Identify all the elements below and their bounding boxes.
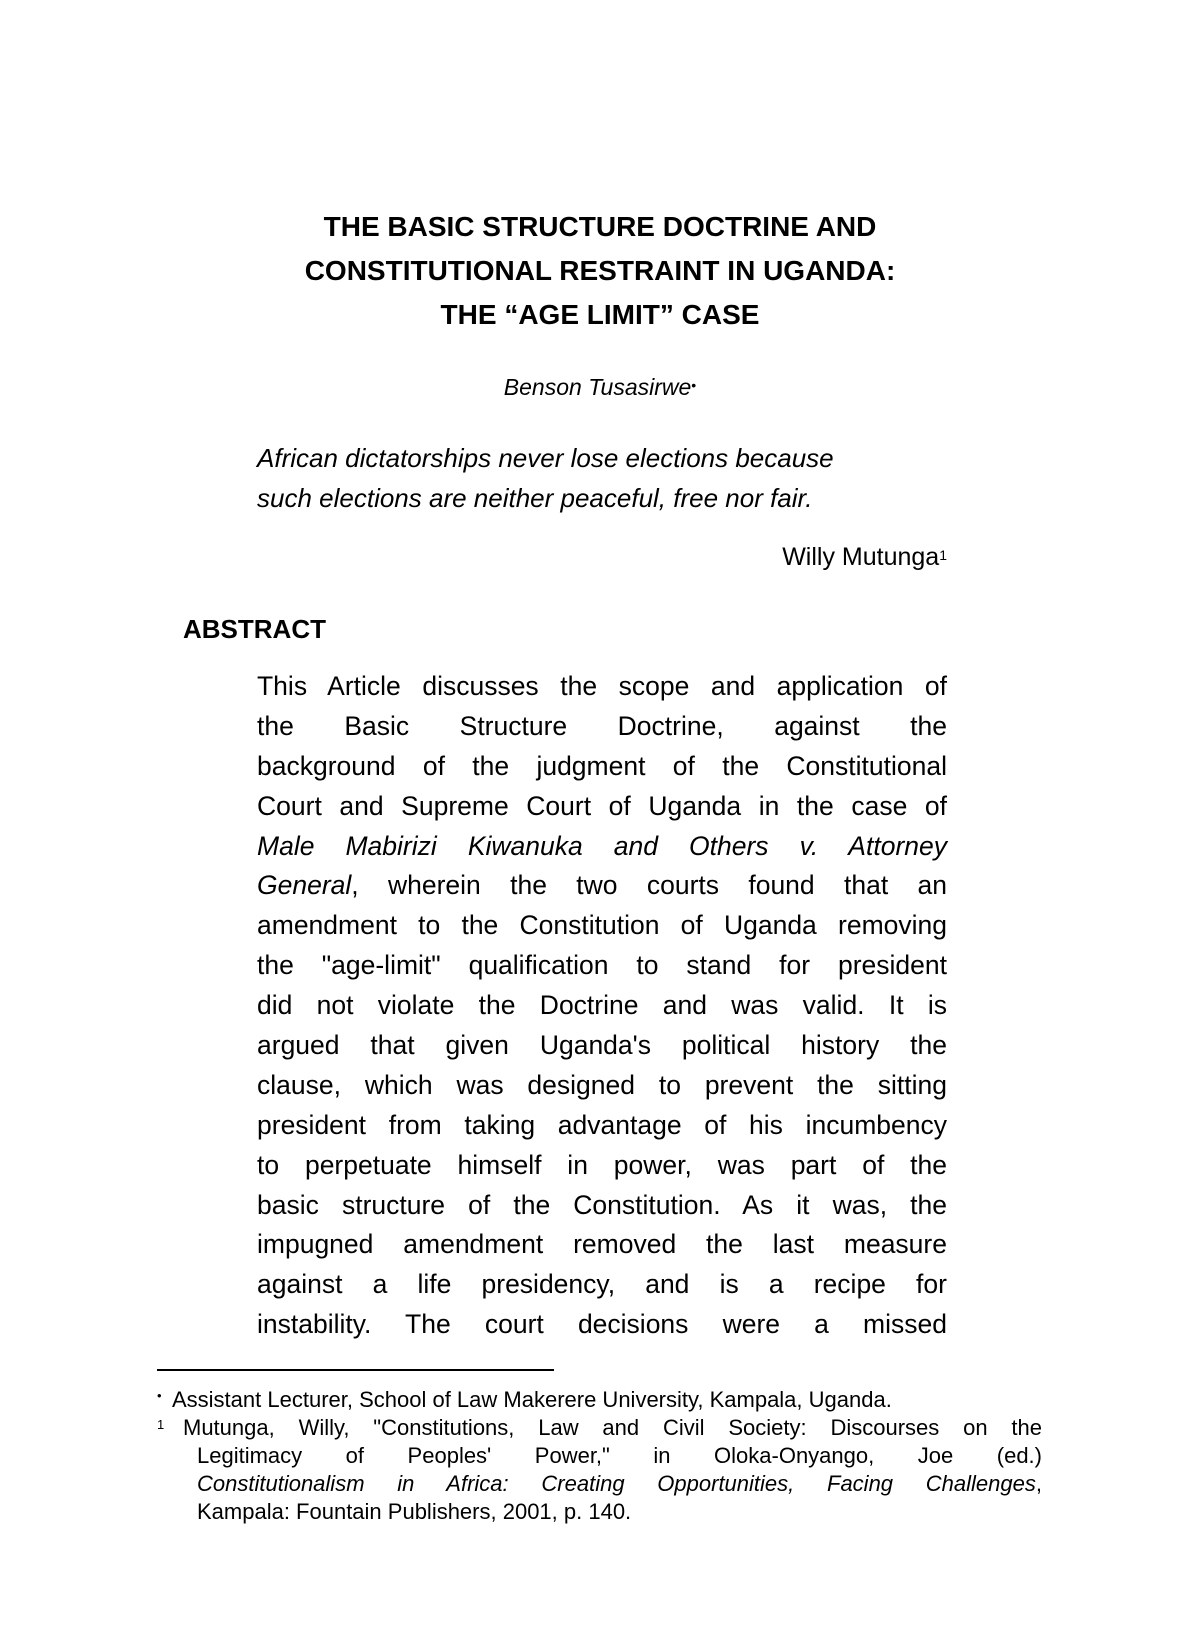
abstract-text <box>257 667 947 1345</box>
abstract-line: amendment to the Constitution of Uganda removing <box>257 910 947 941</box>
abstract-line: clause, which was designed to prevent the sitting <box>257 1069 947 1100</box>
abstract-line: argued that given Uganda's political history the <box>257 1030 947 1061</box>
epigraph-attribution <box>257 541 947 573</box>
abstract-line: background of the judgment of the Constitutional <box>257 750 947 781</box>
attribution-name: Willy Mutunga <box>782 543 940 571</box>
epigraph-line-2: such elections are neither peaceful, free nor fair. <box>257 483 813 513</box>
abstract-line: the Basic Structure Doctrine, against the <box>257 710 947 741</box>
abstract-line: impugned amendment removed the last measure <box>257 1229 947 1260</box>
abstract-line: basic structure of the Constitution. As it was, the <box>257 1189 947 1220</box>
case-name-tail: General <box>257 870 352 901</box>
epigraph-line-1: African dictatorships never lose elections because <box>257 443 834 473</box>
footnote-separator <box>157 1369 554 1371</box>
title-line-3: THE “AGE LIMIT” CASE <box>440 299 760 330</box>
abstract-line-rest: , wherein the two courts found that an <box>351 870 947 901</box>
abstract-line: Court and Supreme Court of Uganda in the case of <box>257 790 947 821</box>
abstract-line: president from taking advantage of his incumbency <box>257 1109 947 1140</box>
abstract-line: instability. The court decisions were a missed <box>257 1309 947 1340</box>
footnote-line: Kampala: Fountain Publishers, 2001, p. 140. <box>197 1499 632 1524</box>
abstract-line: to perpetuate himself in power, was part of the <box>257 1149 947 1180</box>
title-line-1: THE BASIC STRUCTURE DOCTRINE AND <box>323 211 877 242</box>
footnote-punct: , <box>1035 1471 1042 1496</box>
author-byline <box>0 372 1200 402</box>
footnote-line: Legitimacy of Peoples' Power," in Oloka-Onyango, Joe (ed.) <box>197 1443 1042 1468</box>
abstract-line: against a life presidency, and is a recipe for <box>257 1269 947 1300</box>
footnote-1 <box>157 1414 1042 1526</box>
footnote-text: Assistant Lecturer, School of Law Makerere University, Kampala, Uganda. <box>172 1387 892 1412</box>
epigraph-quote <box>257 438 947 518</box>
footnote-line: Mutunga, Willy, "Constitutions, Law and Civil Society: Discourses on the <box>183 1415 1042 1440</box>
footnote-line-mixed <box>157 1470 1042 1498</box>
abstract-line-mixed <box>257 866 947 906</box>
abstract-line: the "age-limit" qualification to stand for president <box>257 950 947 981</box>
abstract-heading: ABSTRACT <box>183 614 326 644</box>
footnote-number: 1 <box>157 1417 165 1432</box>
abstract-line: did not violate the Doctrine and was valid. It is <box>257 990 947 1021</box>
abstract-line: This Article discusses the scope and application of <box>257 671 947 701</box>
footnote-mark: • <box>157 1388 162 1403</box>
attribution-footnote-ref: 1 <box>939 547 947 563</box>
title-line-2: CONSTITUTIONAL RESTRAINT IN UGANDA: <box>304 255 896 286</box>
author-name: Benson Tusasirwe <box>503 374 692 400</box>
case-name-line: Male Mabirizi Kiwanuka and Others v. Attorney <box>257 830 947 861</box>
author-footnote-mark: • <box>691 377 697 393</box>
article-title <box>0 205 1200 337</box>
footnote-author <box>157 1386 1042 1414</box>
footnotes <box>157 1386 1042 1526</box>
book-title: Constitutionalism in Africa: Creating Opportunities, Facing Challenges <box>197 1471 1036 1496</box>
